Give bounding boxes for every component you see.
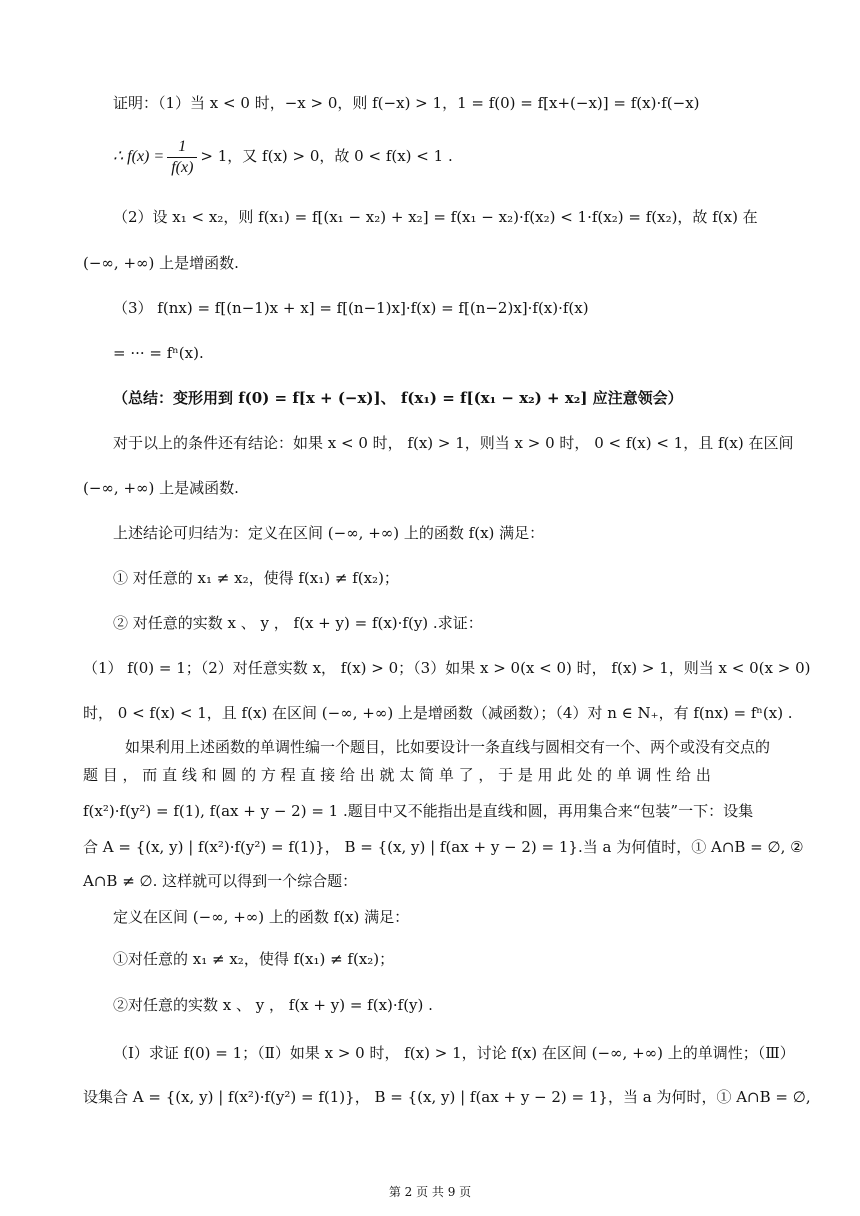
proof-line-5: （3） f(nx) = f[(n−1)x + x] = f[(n−1)x]·f(x) = f[(n−2)x]·f(x)·f(x) (113, 299, 589, 317)
paragraph-line-9: (−∞, +∞) 上是减函数. (83, 479, 239, 497)
paragraph-line-20: 定义在区间 (−∞, +∞) 上的函数 f(x) 满足： (113, 908, 410, 926)
proof-line-2: > 1，又 f(x) > 0，故 0 < f(x) < 1 . (200, 147, 453, 165)
proof-line-1: 证明：（1）当 x < 0 时，−x > 0，则 f(−x) > 1，1 = f(0) = f[x+(−x)] = f(x)·f(−x) (113, 94, 700, 112)
summary-line: （总结：变形用到 f(0) = f[x + (−x)]、 f(x₁) = f[(x₁ − x₂) + x₂] 应注意领会） (113, 389, 683, 407)
paragraph-line-8: 对于以上的条件还有结论：如果 x < 0 时， f(x) > 1，则当 x > 0 时， 0 < f(x) < 1，且 f(x) 在区间 (113, 434, 794, 452)
condition-1: ① 对任意的 x₁ ≠ x₂，使得 f(x₁) ≠ f(x₂)； (113, 569, 399, 587)
fraction-denominator: f(x) (171, 158, 194, 176)
fraction (167, 137, 197, 178)
fraction-prefix: ∴ f(x) = (113, 148, 165, 165)
paragraph-line-17: f(x²)·f(y²) = f(1), f(ax + y − 2) = 1 .题目中又不能指出是直线和圆，再用集合来“包装”一下：设集 (83, 802, 754, 820)
paragraph-line-23: （Ⅰ）求证 f(0) = 1；（Ⅱ）如果 x > 0 时， f(x) > 1，讨论 f(x) 在区间 (−∞, +∞) 上的单调性；（Ⅲ） (113, 1044, 795, 1062)
proof-line-6: = ··· = fⁿ(x). (113, 344, 204, 362)
fraction-line (113, 134, 453, 179)
condition-1-repeat: ①对任意的 x₁ ≠ x₂，使得 f(x₁) ≠ f(x₂)； (113, 950, 395, 968)
paragraph-line-13: （1） f(0) = 1；（2）对任意实数 x， f(x) > 0；（3）如果 x > 0(x < 0) 时， f(x) > 1，则当 x < 0(x > 0) (83, 659, 811, 677)
paragraph-line-19: A∩B ≠ ∅. 这样就可以得到一个综合题： (83, 872, 358, 890)
proof-line-3: （2）设 x₁ < x₂，则 f(x₁) = f[(x₁ − x₂) + x₂] = f(x₁ − x₂)·f(x₂) < 1·f(x₂) = f(x₂)，故 f(x) 在 (113, 208, 758, 226)
paragraph-line-14: 时， 0 < f(x) < 1，且 f(x) 在区间 (−∞, +∞) 上是增函数（减函数）；（4）对 n ∈ N₊，有 f(nx) = fⁿ(x) . (83, 704, 793, 722)
paragraph-line-24: 设集合 A = {(x, y) | f(x²)·f(y²) = f(1)}， B = {(x, y) | f(ax + y − 2) = 1}，当 a 为何时，① A∩B = ∅, (83, 1088, 811, 1106)
paragraph-line-18: 合 A = {(x, y) | f(x²)·f(y²) = f(1)}， B = {(x, y) | f(ax + y − 2) = 1}.当 a 为何值时，① A∩B = ∅, ② (83, 838, 804, 856)
proof-line-4: (−∞, +∞) 上是增函数. (83, 254, 239, 272)
page-footer: 第 2 页 共 9 页 (388, 1185, 472, 1199)
condition-2: ② 对任意的实数 x 、 y ， f(x + y) = f(x)·f(y) .求证： (113, 614, 483, 632)
condition-2-repeat: ②对任意的实数 x 、 y ， f(x + y) = f(x)·f(y) . (113, 996, 433, 1014)
fraction-numerator: 1 (167, 137, 197, 158)
paragraph-line-16: 题 目 ， 而 直 线 和 圆 的 方 程 直 接 给 出 就 太 简 单 了 ， 于 是 用 此 处 的 单 调 性 给 出 (83, 766, 711, 784)
paragraph-line-10: 上述结论可归结为：定义在区间 (−∞, +∞) 上的函数 f(x) 满足： (113, 524, 545, 542)
paragraph-line-15: 如果利用上述函数的单调性编一个题目，比如要设计一条直线与圆相交有一个、两个或没有交点的 (125, 738, 771, 756)
